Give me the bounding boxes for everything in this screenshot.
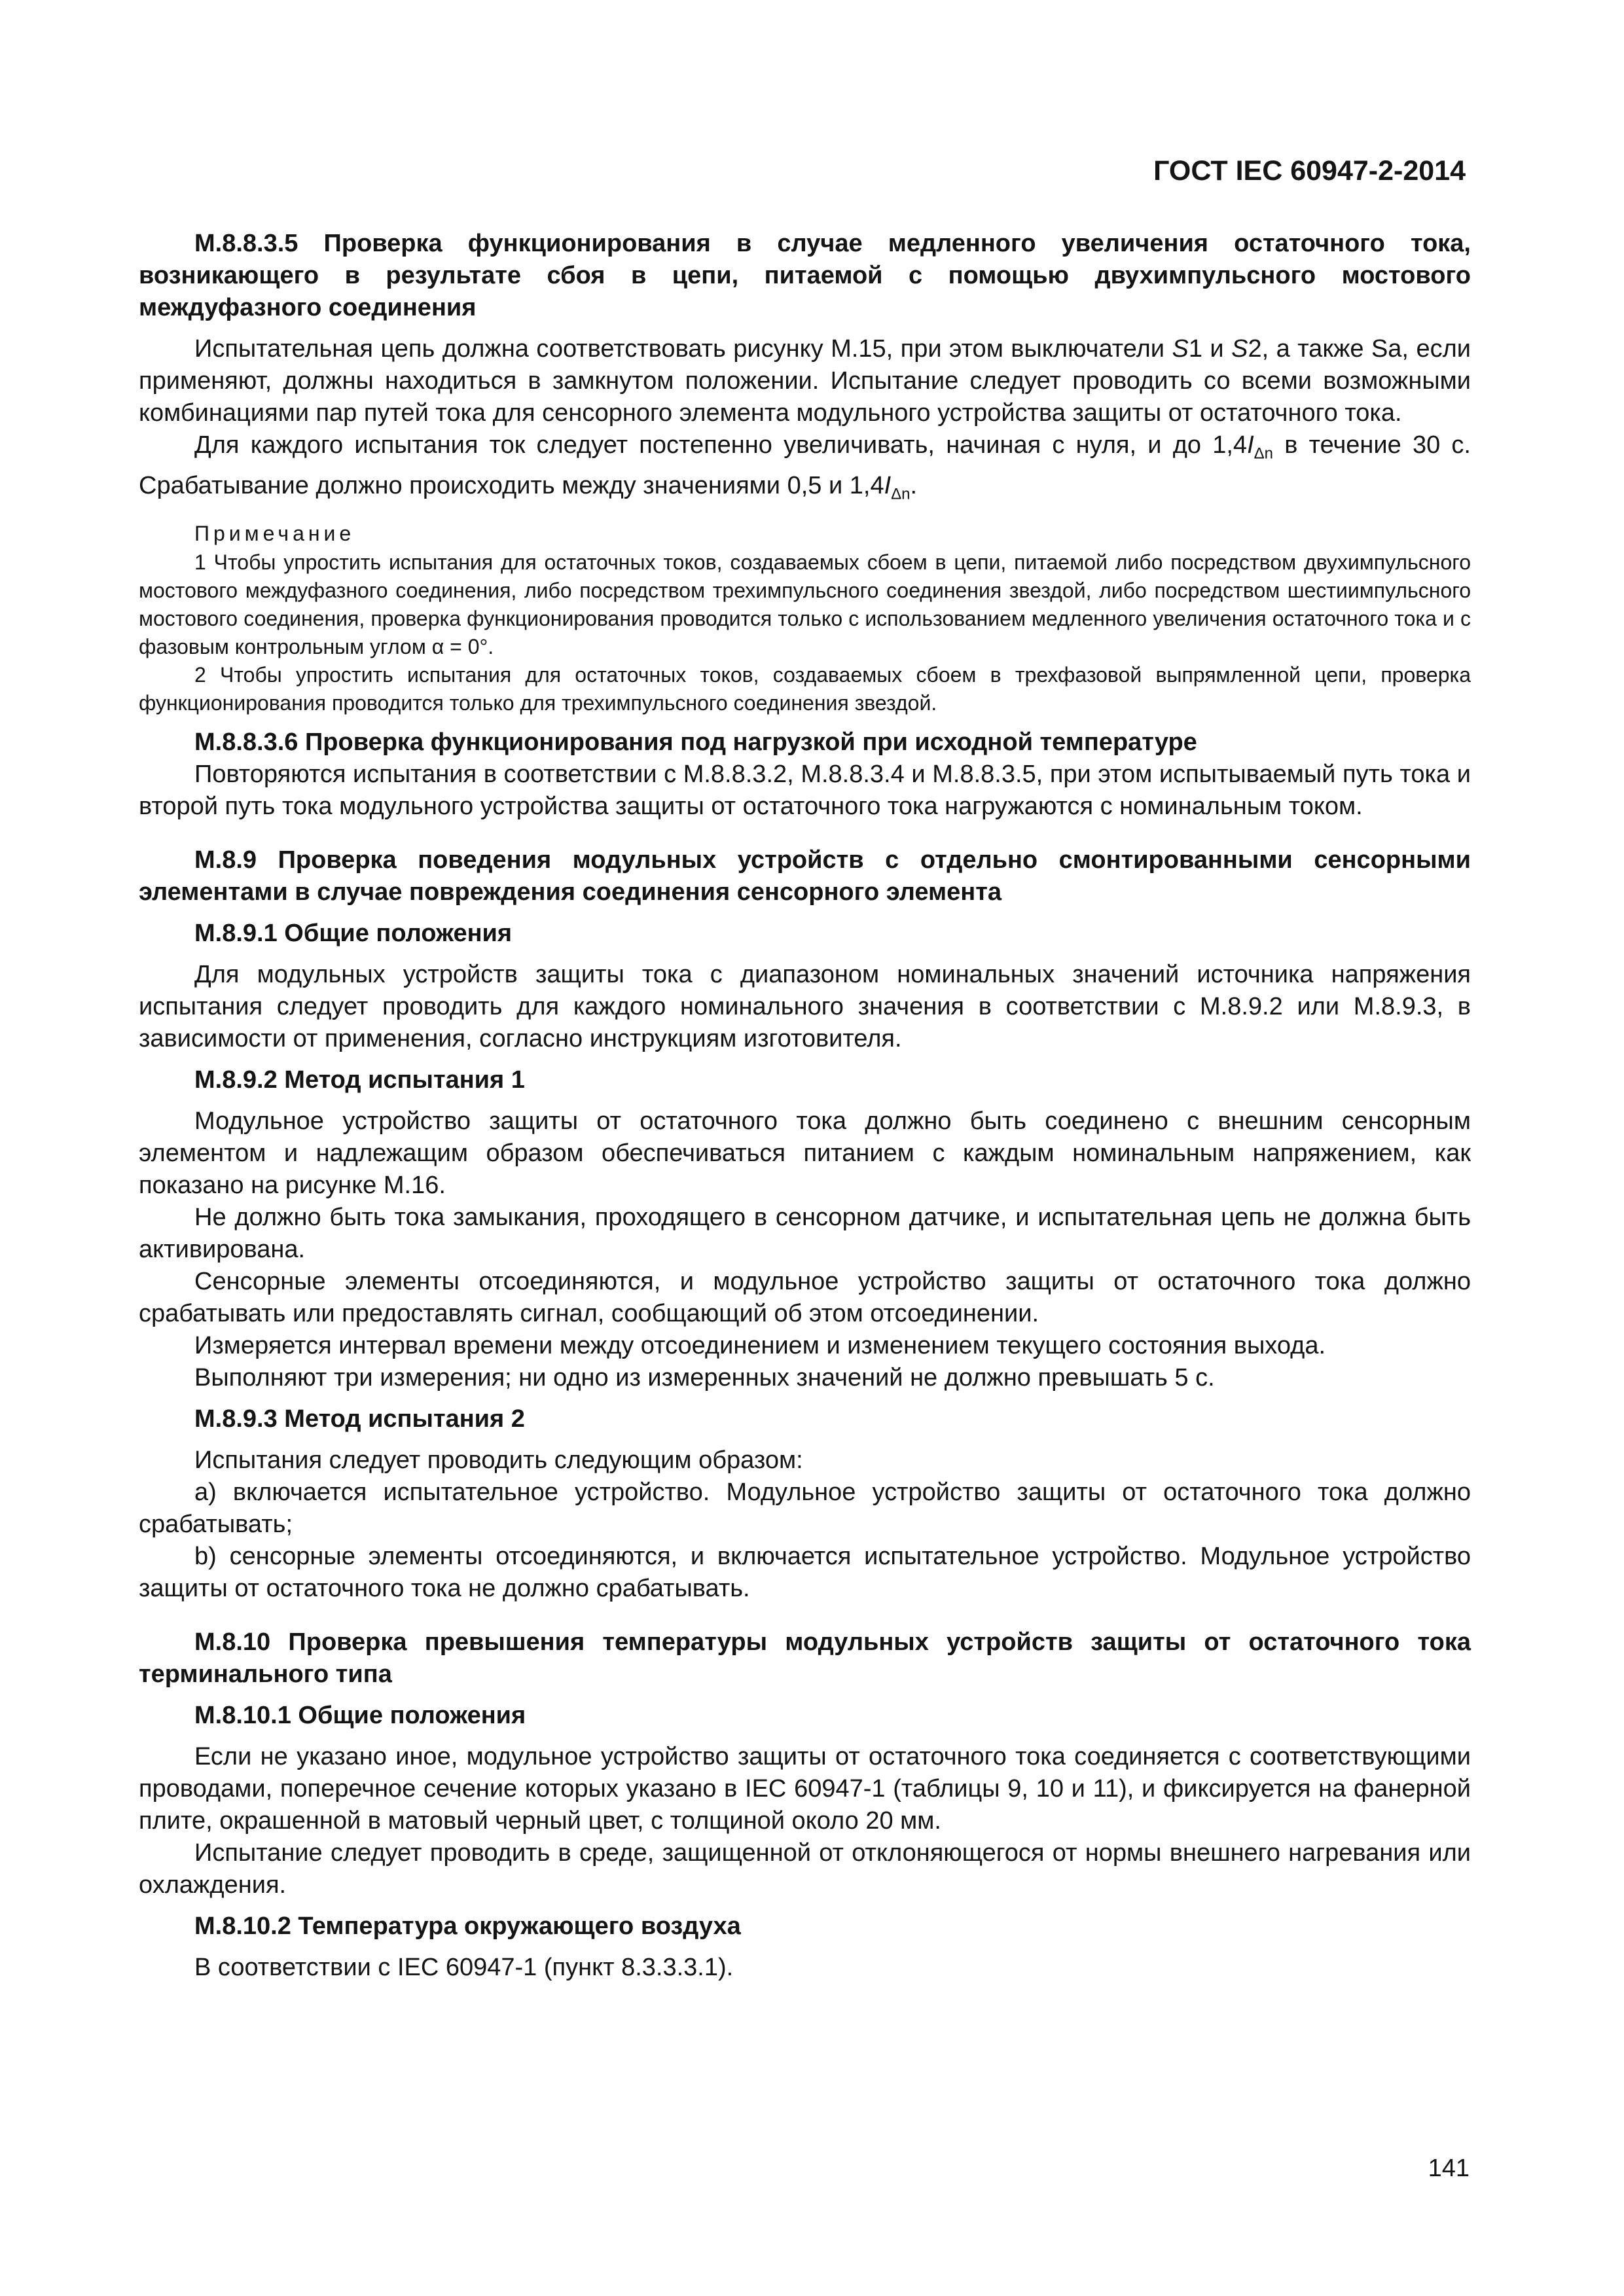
paragraph: Модульное устройство защиты от остаточного тока должно быть соединено с внешним сенсорным элементом и надлежащим образом обеспечиваться питанием с каждым номинальным напряжением, как показано на рисунке М.16. [139,1107,1471,1200]
section-heading-m810: М.8.10 Проверка превышения температуры модульных устройств защиты от остаточного тока терминального типа [139,1628,1471,1689]
section-heading-m8102: М.8.10.2 Температура окружающего воздуха [194,1912,741,1941]
section-heading-m8836: М.8.8.3.6 Проверка функционирования под нагрузкой при исходной температуре [194,728,1197,757]
section-heading-m892: М.8.9.2 Метод испытания 1 [194,1066,525,1094]
paragraph: Испытательная цепь должна соответствовать рисунку М.15, при этом выключатели S1 и S2, а также Sa, если применяют, должны находиться в замкнутом положении. Испытание следует проводить со всеми возможными комбинациями пар путей тока для сенсорного элемента модульного устройства защиты от остаточного тока. [139,335,1471,427]
paragraph: Если не указано иное, модульное устройство защиты от остаточного тока соединяется с соответствующими проводами, поперечное сечение которых указано в IEC 60947-1 (таблицы 9, 10 и 11), и фиксируется на фанерной плите, окрашенной в матовый черный цвет, с толщиной около 20 мм. [139,1743,1471,1835]
paragraph: Испытание следует проводить в среде, защищенной от отклоняющегося от нормы внешнего нагревания или охлаждения. [139,1839,1471,1899]
section-heading-m893: М.8.9.3 Метод испытания 2 [194,1405,525,1433]
page-number: 141 [1428,2155,1470,2182]
standard-designation: ГОСТ IEC 60947-2-2014 [1153,155,1466,187]
page-content [139,228,1471,1984]
note-2: 2 Чтобы упростить испытания для остаточных токов, создаваемых сбоем в трехфазовой выпрямленной цепи, проверка функционирования проводится только для трехимпульсного соединения звездой. [139,663,1471,715]
paragraph: Испытания следует проводить следующим образом: [194,1446,803,1475]
section-heading-m89: М.8.9 Проверка поведения модульных устройств с отдельно смонтированными сенсорными элементами в случае повреждения соединения сенсорного элемента [139,846,1471,906]
paragraph: Не должно быть тока замыкания, проходящего в сенсорном датчике, и испытательная цепь не должна быть активирована. [139,1204,1471,1264]
section-heading-m891: М.8.9.1 Общие положения [194,920,513,948]
section-heading-m8101: М.8.10.1 Общие положения [194,1702,526,1730]
paragraph: Для каждого испытания ток следует постепенно увеличивать, начиная с нуля, и до $1,4I_{\Delta n}$ в течение 30 с. Срабатывание должно происходить между значениями 0,5 и $1,4I_{\Delta n}$. [139,431,1471,503]
paragraph: Выполняют три измерения; ни одно из измеренных значений не должно превышать 5 с. [194,1364,1215,1392]
paragraph: Для модульных устройств защиты тока с диапазоном номинальных значений источника напряжения испытания следует проводить для каждого номинального значения в соответствии с М.8.9.2 или М.8.9.3, в зависимости от применения, согласно инструкциям изготовителя. [139,961,1471,1053]
note-title: Примечание [194,522,355,546]
paragraph: Сенсорные элементы отсоединяются, и модульное устройство защиты от остаточного тока должно срабатывать или предоставлять сигнал, сообщающий об этом отсоединении. [139,1268,1471,1328]
list-item: b) сенсорные элементы отсоединяются, и включается испытательное устройство. Модульное устройство защиты от остаточного тока не должно срабатывать. [139,1543,1471,1603]
section-heading-m8835: М.8.8.3.5 Проверка функционирования в случае медленного увеличения остаточного тока, возникающего в результате сбоя в цепи, питаемой с помощью двухимпульсного мостового междуфазного соединения [139,230,1471,321]
list-item: a) включается испытательное устройство. Модульное устройство защиты от остаточного тока должно срабатывать; [139,1479,1471,1539]
paragraph: Повторяются испытания в соответствии с М.8.8.3.2, М.8.8.3.4 и М.8.8.3.5, при этом испытываемый путь тока и второй путь тока модульного устройства защиты от остаточного тока нагружаются с номинальным током. [139,761,1471,821]
paragraph: В соответствии с IEC 60947-1 (пункт 8.3.3.3.1). [194,1954,734,1982]
note-1: 1 Чтобы упростить испытания для остаточных токов, создаваемых сбоем в цепи, питаемой либо посредством двухимпульсного мостового междуфазного соединения, либо посредством трехимпульсного соединения звездой, либо посредством шестиимпульсного мостового соединения, проверка функционирования проводится только с использованием медленного увеличения остаточного тока и с фазовым контрольным углом α = 0°. [139,550,1471,659]
paragraph: Измеряется интервал времени между отсоединением и изменением текущего состояния выхода. [194,1332,1326,1360]
